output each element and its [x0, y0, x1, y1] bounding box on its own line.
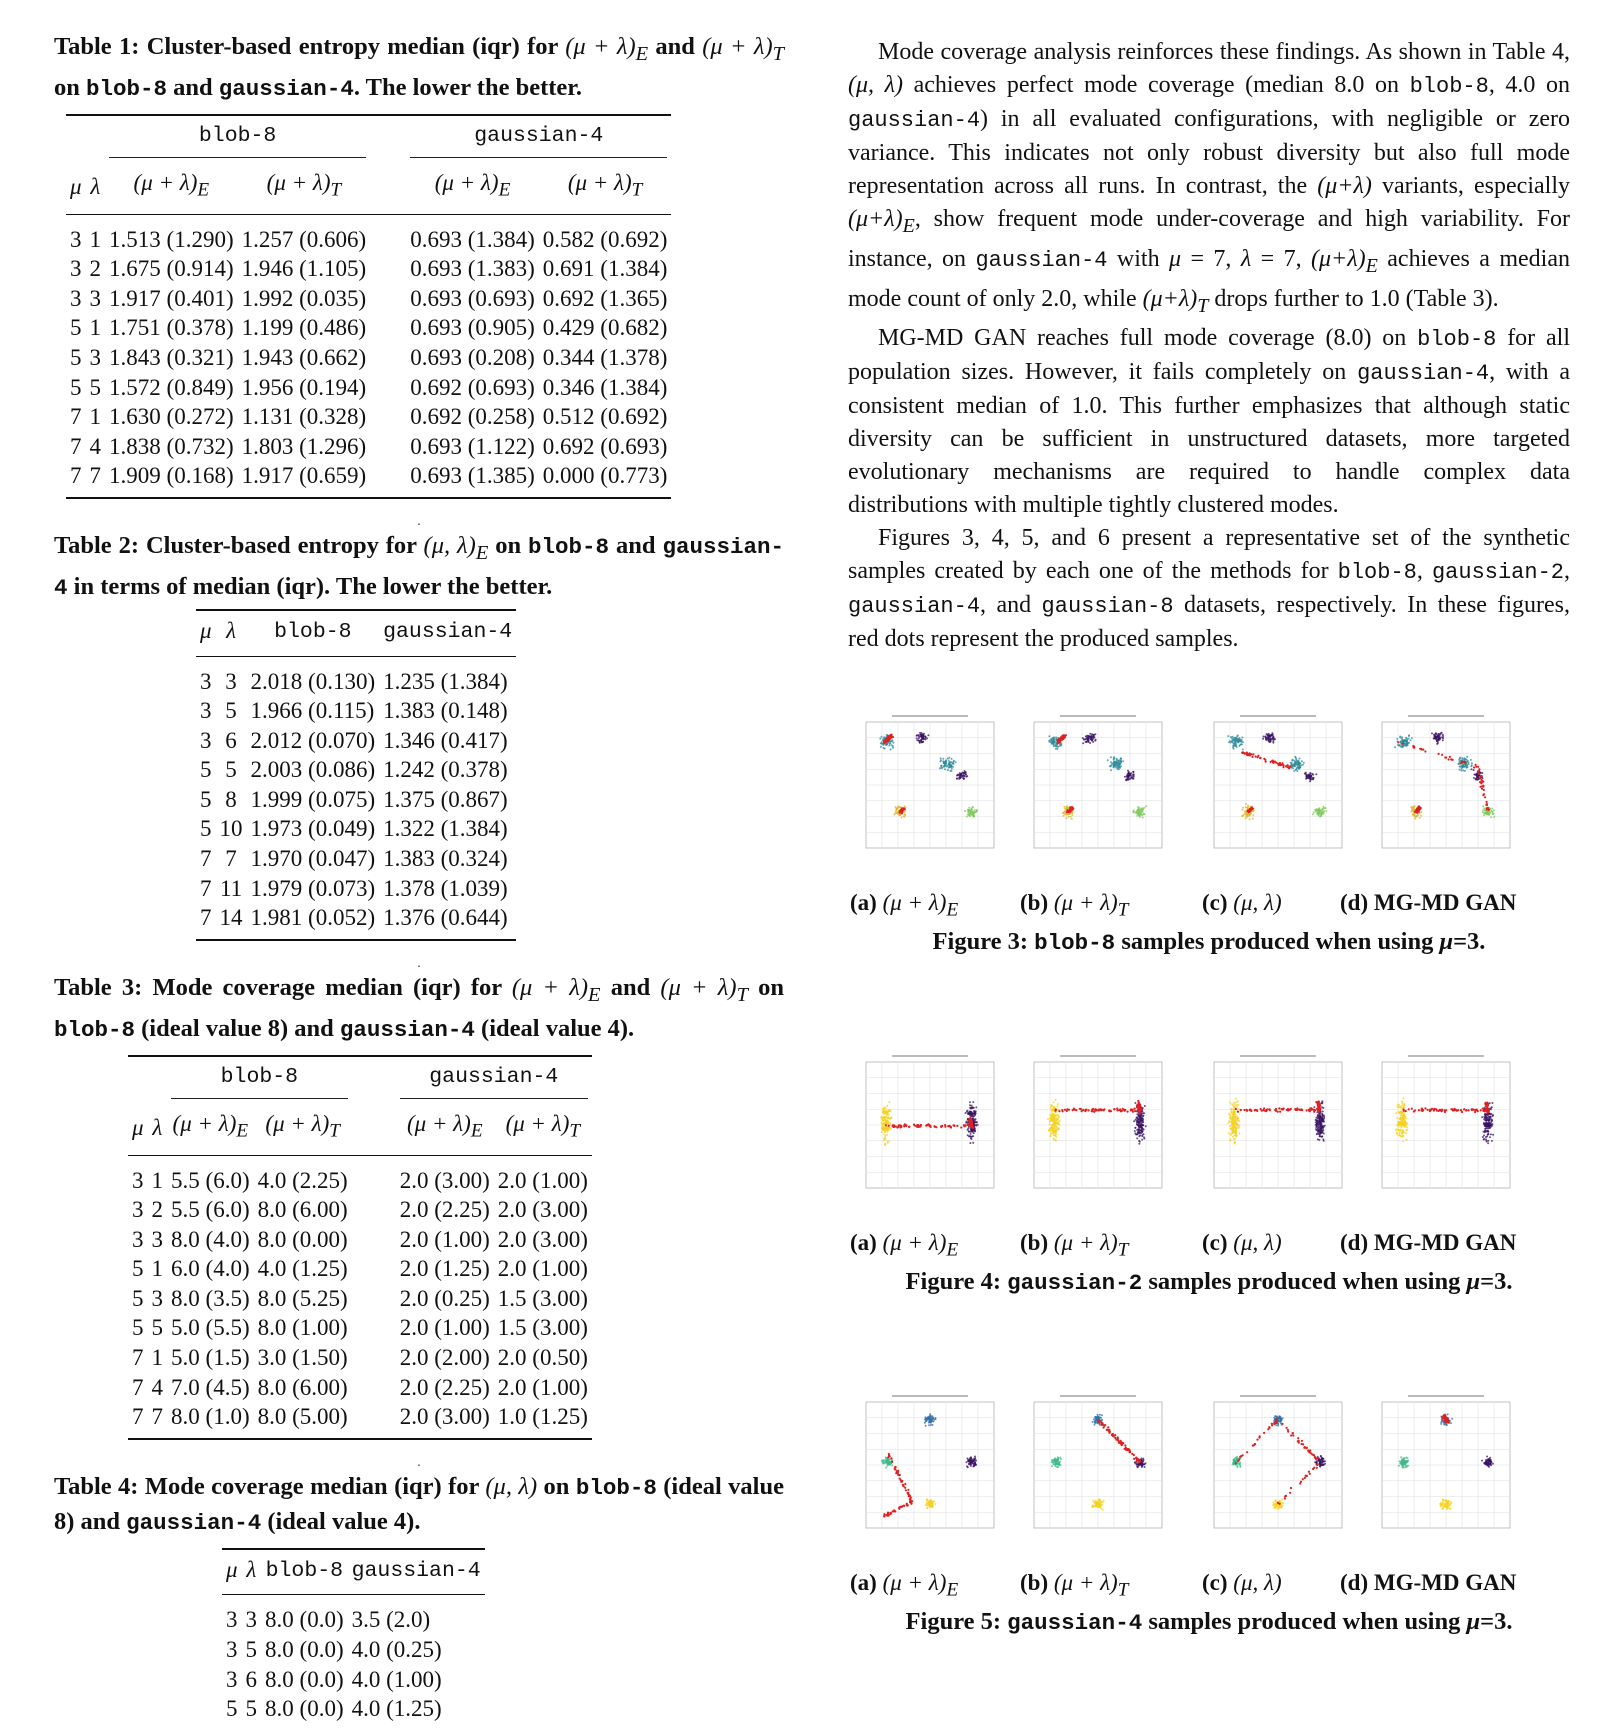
table1-col-header-2: $(\mu + \lambda)_E$: [105, 164, 238, 214]
table-cell: 0.692 (0.693): [406, 373, 539, 403]
table-cell: 5.0 (1.5): [167, 1343, 254, 1373]
table-cell: 1.513 (1.290): [105, 214, 238, 254]
figure-4-dataset: gaussian-2: [1007, 1270, 1142, 1296]
table-cell: 2.0 (1.00): [396, 1225, 494, 1255]
paragraph-3: Figures 3, 4, 5, and 6 present a representative set of the synthetic samples created by each one of the methods for blob-8, gaussian-2, gaussian-4, and gaussian-8 datasets, respectively. In these figures, red dots represent the produced samples.: [848, 522, 1570, 656]
table-row: [196, 785, 516, 815]
table-cell: 7: [196, 844, 216, 874]
table-cell: 7: [196, 874, 216, 904]
table-cell: 1.0 (1.25): [494, 1402, 592, 1439]
table-cell: 5: [86, 373, 106, 403]
subfigure-label: (b) $(\mu + \lambda)_T$: [1020, 890, 1128, 922]
table-row: [196, 656, 516, 696]
table2-col-header-2: blob-8: [247, 610, 380, 656]
table-row: [222, 1635, 485, 1665]
table-cell: 1.956 (0.194): [238, 373, 371, 403]
table-cell: 2.0 (2.25): [396, 1373, 494, 1403]
table3-col-header-1: λ: [148, 1105, 168, 1155]
table-cell: 7: [66, 402, 86, 432]
table-cell: 8.0 (1.00): [254, 1313, 352, 1343]
table-cell: 3: [66, 284, 86, 314]
table-cell: 2.0 (1.25): [396, 1254, 494, 1284]
paragraph-2: MG-MD GAN reaches full mode coverage (8.0) on blob-8 for all population sizes. However, it fails completely on gaussian-4, with a consistent median of 1.0. This further emphasizes that although static diversity can be sufficient in unstructured datasets, more targeted evolutionary mechanisms are required to handle complex data distributions with multiple tightly clustered modes.: [848, 322, 1570, 522]
table-cell: 0.693 (0.208): [406, 343, 539, 373]
table-2-caption-text: Cluster-based entropy for (μ, $\lambda)_E$ on blob-8 and gaussian-4 in terms of median (iqr). The lower the better.: [54, 532, 784, 600]
table-cell: 5: [242, 1635, 262, 1665]
table-cell: 5: [66, 373, 86, 403]
scatter-plot-thumbnail: [852, 1392, 1002, 1542]
table-cell: 1.5 (3.00): [494, 1284, 592, 1314]
table-cell: 2: [148, 1195, 168, 1225]
table-row: [66, 313, 671, 343]
figure-4-caption-label: Figure 4:: [906, 1268, 1002, 1295]
table-cell: 0.000 (0.773): [539, 461, 672, 498]
table3-col-header-3: $(\mu + \lambda)_T$: [254, 1105, 352, 1155]
table-row: [66, 343, 671, 373]
table-1-caption-text: Cluster-based entropy median (iqr) for $(\mu + \lambda)_E$ and $(\mu + \lambda)_T$ on blob-8 and gaussian-4. The lower the better.: [54, 33, 784, 101]
table-cell: 4.0 (1.25): [348, 1694, 485, 1730]
table3-col-header-5: $(\mu + \lambda)_T$: [494, 1105, 592, 1155]
table-cell: 0.692 (0.258): [406, 402, 539, 432]
table-cell: 1.917 (0.659): [238, 461, 371, 498]
table-cell: 5: [216, 755, 247, 785]
table-cell: 3: [222, 1665, 242, 1695]
table-cell: 4.0 (1.25): [254, 1254, 352, 1284]
scatter-plot-thumbnail: [1368, 1392, 1518, 1542]
table-row: [66, 284, 671, 314]
table-cell: 2.0 (0.50): [494, 1343, 592, 1373]
table-cell: 1.946 (1.105): [238, 254, 371, 284]
table-cell: 1.751 (0.378): [105, 313, 238, 343]
table-cell: 2.0 (3.00): [494, 1225, 592, 1255]
table-cell: 5: [128, 1313, 148, 1343]
table-cell: 3: [222, 1635, 242, 1665]
table-cell: 5: [66, 313, 86, 343]
subfigure-label: (d) MG-MD GAN: [1340, 890, 1516, 916]
table-1-group-blob8: blob-8: [109, 122, 366, 159]
subfigure-label: (c) (μ, λ): [1202, 890, 1282, 916]
table-cell: 0.693 (1.384): [406, 214, 539, 254]
subfigure-label: (b) $(\mu + \lambda)_T$: [1020, 1570, 1128, 1602]
subfigure-label: (a) $(\mu + \lambda)_E$: [850, 1570, 958, 1602]
subfigure-label: (d) MG-MD GAN: [1340, 1570, 1516, 1596]
table-row: [222, 1595, 485, 1635]
table-row: [128, 1225, 592, 1255]
table-cell: 2: [86, 254, 106, 284]
table-cell: 2.0 (2.25): [396, 1195, 494, 1225]
table2-col-header-1: λ: [216, 610, 247, 656]
table-cell: 8.0 (6.00): [254, 1373, 352, 1403]
table-cell: 3: [196, 726, 216, 756]
table-cell: 2.003 (0.086): [247, 755, 380, 785]
figure-3: [848, 712, 1570, 956]
table-row: [128, 1313, 592, 1343]
table-cell: 8.0 (5.00): [254, 1402, 352, 1439]
table-row: [196, 844, 516, 874]
scatter-plot-thumbnail: [852, 1052, 1002, 1202]
table-cell: 1.966 (0.115): [247, 696, 380, 726]
table-cell: 7: [128, 1373, 148, 1403]
table-cell: 7: [128, 1343, 148, 1373]
table-row: [196, 814, 516, 844]
table1-col-header-4: $(\mu + \lambda)_E$: [406, 164, 539, 214]
table-cell: 2.0 (3.00): [494, 1195, 592, 1225]
table-cell: 1.909 (0.168): [105, 461, 238, 498]
table-3-group-blob8: blob-8: [171, 1063, 348, 1100]
table-cell: 3: [196, 696, 216, 726]
table-4-caption-label: Table 4:: [54, 1473, 138, 1500]
table-cell: 1.630 (0.272): [105, 402, 238, 432]
table-cell: 2.0 (3.00): [396, 1155, 494, 1195]
table4-col-header-1: λ: [242, 1549, 262, 1595]
table-cell: 5.5 (6.0): [167, 1155, 254, 1195]
table-row: [128, 1254, 592, 1284]
table3-col-header-2: $(\mu + \lambda)_E$: [167, 1105, 254, 1155]
table-cell: 8: [216, 785, 247, 815]
table-cell: 2.0 (1.00): [494, 1155, 592, 1195]
table-4-caption-text: Mode coverage median (iqr) for (μ, λ) on blob-8 (ideal value 8) and gaussian-4 (ideal value 4).: [54, 1473, 784, 1535]
table-cell: 1.943 (0.662): [238, 343, 371, 373]
table-cell: 11: [216, 874, 247, 904]
table-cell: 4: [148, 1373, 168, 1403]
table-3-caption-text: Mode coverage median (iqr) for $(\mu + \lambda)_E$ and $(\mu + \lambda)_T$ on blob-8 (ideal value 8) and gaussian-4 (ideal value 4).: [54, 974, 784, 1042]
table-1-group-gaussian4: gaussian-4: [410, 122, 667, 159]
table3-col-header-4: $(\mu + \lambda)_E$: [396, 1105, 494, 1155]
table-cell: 3: [66, 214, 86, 254]
table-cell: 3: [128, 1155, 148, 1195]
table-cell: 8.0 (1.0): [167, 1402, 254, 1439]
table-cell: 5: [222, 1694, 242, 1730]
table-row: [66, 461, 671, 498]
table1-col-header-1: λ: [86, 164, 106, 214]
table-cell: 5: [196, 785, 216, 815]
table-row: [128, 1402, 592, 1439]
table-cell: 1: [148, 1343, 168, 1373]
table-cell: 1.803 (1.296): [238, 432, 371, 462]
left-column: Table 1: Cluster-based entropy median (iqr) for $(\mu + \lambda)_E$ and $(\mu + \lambda)_T$ on blob-8 and gaussian-4. The lower the better. blob-8 gaussian-4 μ λ $(\mu + \lambda)_E$ $(\mu + \lambda)_T$ $(\mu + \lambda)_E$ $(\mu + \lambda)_T$ 3 1 1.513 (1.290) 1.257 (0.606) 0.693 (1.384) 0.582 (0.692) 3 2 1.675 (0.914) 1.946 (1.105) 0.693 (1.383) 0.691 (1.384) 3 3 1.917 (0.401) 1.992 (0.035) 0.693 (0.693) 0.692 (1.365) 5 1 1.751 (0.378) 1.199 (0.486) 0.693 (0.905) 0.429 (0.682) 5 3 1.843 (0.321) 1.943 (0.662) 0.693 (0.208) 0.344 (1.378) 5 5 1.572 (0.849) 1.956 (0.194) 0.692 (0.693) 0.346 (1.384) 7 1 1.630 (0.272) 1.131 (0.328) 0.692 (0.258) 0.512 (0.692) 7 4 1.838 (0.732) 1.803 (1.296) 0.693 (1.122) 0.692 (0.693) 7 7 1.909 (0.168) 1.917 (0.659) 0.693 (1.385) 0.000 (0.773) . Table 2: Cluster-based entropy for (μ, $\lambda)_E$ on blob-8 and gaussian-4 in terms of median (iqr). The lower the better. μ λ blob-8 gaussian-4 3 3 2.018 (0.130) 1.235 (1.384) 3 5 1.966 (0.115) 1.383 (0.148) 3 6 2.012 (0.070) 1.346 (0.417) 5 5 2.003 (0.086) 1.242 (0.378) 5 8 1.999 (0.075) 1.375 (0.867) 5 10 1.973 (0.049) 1.322 (1.384) 7 7 1.970 (0.047) 1.383 (0.324) 7 11 1.979 (0.073) 1.378 (1.039) 7 14 1.981 (0.052) 1.376 (0.644) . Table 3: Mode coverage median (iqr) for $(\mu + \lambda)_E$ and $(\mu + \lambda)_T$ on blob-8 (ideal value 8) and gaussian-4 (ideal value 4). blob-8 gaussian-4 μ λ $(\mu + \lambda)_E$ $(\mu + \lambda)_T$ $(\mu + \lambda)_E$ $(\mu + \lambda)_T$ 3 1 5.5 (6.0) 4.0 (2.25) 2.0 (3.00) 2.0 (1.00) 3 2 5.5 (6.0) 8.0 (6.00) 2.0 (2.25) 2.0 (3.00) 3 3 8.0 (4.0) 8.0 (0.00) 2.0 (1.00) 2.0 (3.00) 5 1 6.0 (4.0) 4.0 (1.25) 2.0 (1.25) 2.0 (1.00) 5 3 8.0 (3.5) 8.0 (5.25) 2.0 (0.25) 1.5 (3.00) 5 5 5.0 (5.5) 8.0 (1.00) 2.0 (1.00) 1.5 (3.00) 7 1 5.0 (1.5) 3.0 (1.50) 2.0 (2.00) 2.0 (0.50) 7 4 7.0 (4.5) 8.0 (6.00) 2.0 (2.25) 2.0 (1.00) 7 7 8.0 (1.0) 8.0 (5.00) 2.0 (3.00) 1.0 (1.25) . Table 4: Mode coverage median (iqr) for (μ, λ) on blob-8 (ideal value 8) and gaussian-4 (ideal value 4). μ λ blob-8 gaussian-4 3 3 8.0 (0.0) 3.5 (2.0) 3 5 8.0 (0.0) 4.0 (0.25) 3 6 8.0 (0.0) 4.0 (1.00) 5 5 8.0 (0.0) 4.0 (1.25): [54, 30, 784, 1730]
table-cell: 8.0 (0.0): [261, 1595, 348, 1635]
table-row: [128, 1343, 592, 1373]
table-cell: 8.0 (0.00): [254, 1225, 352, 1255]
table-2-caption: [54, 529, 784, 605]
subfigure-label: (a) $(\mu + \lambda)_E$: [850, 1230, 958, 1262]
figure-5-dataset: gaussian-4: [1007, 1610, 1142, 1636]
table-cell: 1: [86, 313, 106, 343]
figure-5-caption-label: Figure 5:: [906, 1608, 1002, 1635]
table-cell: 1.383 (0.148): [379, 696, 516, 726]
table4-col-header-3: gaussian-4: [348, 1549, 485, 1595]
table-cell: 5: [196, 755, 216, 785]
table-cell: 3: [242, 1595, 262, 1635]
table-cell: 4.0 (0.25): [348, 1635, 485, 1665]
table-row: [196, 696, 516, 726]
table1-col-header-0: μ: [66, 164, 86, 214]
table-cell: 1.131 (0.328): [238, 402, 371, 432]
table-3-caption-label: Table 3:: [54, 974, 142, 1001]
table2-col-header-3: gaussian-4: [379, 610, 516, 656]
table-cell: 2.018 (0.130): [247, 656, 380, 696]
table-2-caption-label: Table 2:: [54, 532, 139, 559]
table-cell: 0.691 (1.384): [539, 254, 672, 284]
table-cell: 3: [196, 656, 216, 696]
table-2: [196, 609, 516, 941]
table-cell: 6: [216, 726, 247, 756]
table-3-caption: [54, 971, 784, 1047]
scatter-plot-thumbnail: [1368, 712, 1518, 862]
table-cell: 2.0 (1.00): [494, 1254, 592, 1284]
table-cell: 1.242 (0.378): [379, 755, 516, 785]
figure-3-caption: Figure 3: blob-8 samples produced when using μ=3.: [848, 928, 1570, 956]
scatter-plot-thumbnail: [1200, 1052, 1350, 1202]
table-cell: 2.0 (0.25): [396, 1284, 494, 1314]
table-row: [66, 402, 671, 432]
scatter-plot-thumbnail: [852, 712, 1002, 862]
table-cell: 5: [196, 814, 216, 844]
table-cell: 0.582 (0.692): [539, 214, 672, 254]
table-cell: 1.383 (0.324): [379, 844, 516, 874]
table-row: [66, 254, 671, 284]
table3-col-header-0: μ: [128, 1105, 148, 1155]
table-row: [196, 726, 516, 756]
table-cell: 4.0 (1.00): [348, 1665, 485, 1695]
table-cell: 1.375 (0.867): [379, 785, 516, 815]
table-row: [196, 874, 516, 904]
table-cell: 1.843 (0.321): [105, 343, 238, 373]
figure-4-caption: Figure 4: gaussian-2 samples produced when using μ=3.: [848, 1268, 1570, 1296]
table-cell: 7: [128, 1402, 148, 1439]
table-cell: 0.693 (1.122): [406, 432, 539, 462]
table2-col-header-0: μ: [196, 610, 216, 656]
table-cell: 4: [86, 432, 106, 462]
table-cell: 1.992 (0.035): [238, 284, 371, 314]
table-cell: 10: [216, 814, 247, 844]
table-cell: 7.0 (4.5): [167, 1373, 254, 1403]
table-cell: 2.0 (1.00): [396, 1313, 494, 1343]
table-cell: 7: [216, 844, 247, 874]
table-cell: 1.917 (0.401): [105, 284, 238, 314]
table-cell: 7: [148, 1402, 168, 1439]
table-cell: 5.0 (5.5): [167, 1313, 254, 1343]
table-cell: 6.0 (4.0): [167, 1254, 254, 1284]
table1-col-header-5: $(\mu + \lambda)_T$: [539, 164, 672, 214]
table-cell: 5: [66, 343, 86, 373]
table-cell: 1.376 (0.644): [379, 903, 516, 940]
table-cell: 3: [86, 343, 106, 373]
table-cell: 1: [148, 1155, 168, 1195]
table-cell: 0.692 (1.365): [539, 284, 672, 314]
subfigure-label: (c) (μ, λ): [1202, 1570, 1282, 1596]
table-cell: 8.0 (0.0): [261, 1635, 348, 1665]
figure-3-dataset: blob-8: [1034, 930, 1115, 956]
table-cell: 4.0 (2.25): [254, 1155, 352, 1195]
table4-col-header-0: μ: [222, 1549, 242, 1595]
table-cell: 7: [86, 461, 106, 498]
subfigure-label: (a) $(\mu + \lambda)_E$: [850, 890, 958, 922]
table-cell: 2.0 (2.00): [396, 1343, 494, 1373]
table-cell: 1.5 (3.00): [494, 1313, 592, 1343]
table-cell: 3: [148, 1284, 168, 1314]
table-cell: 1.838 (0.732): [105, 432, 238, 462]
table-cell: 7: [66, 461, 86, 498]
table-cell: 1.675 (0.914): [105, 254, 238, 284]
subfigure-label: (d) MG-MD GAN: [1340, 1230, 1516, 1256]
table-cell: 0.429 (0.682): [539, 313, 672, 343]
table-cell: 8.0 (5.25): [254, 1284, 352, 1314]
table-cell: 1.572 (0.849): [105, 373, 238, 403]
table-3-group-gaussian4: gaussian-4: [400, 1063, 588, 1100]
figure-5: [848, 1392, 1570, 1636]
table-1-caption-label: Table 1:: [54, 33, 139, 60]
table-cell: 5: [128, 1284, 148, 1314]
table-cell: 7: [66, 432, 86, 462]
table-row: [196, 903, 516, 940]
table-cell: 5: [148, 1313, 168, 1343]
table-cell: 3: [148, 1225, 168, 1255]
table-cell: 1: [86, 402, 106, 432]
table-cell: 1.346 (0.417): [379, 726, 516, 756]
table-row: [66, 432, 671, 462]
table-cell: 1.999 (0.075): [247, 785, 380, 815]
scatter-plot-thumbnail: [1368, 1052, 1518, 1202]
table-cell: 1.981 (0.052): [247, 903, 380, 940]
table-4-caption: [54, 1470, 784, 1540]
table-cell: 1.979 (0.073): [247, 874, 380, 904]
figure-3-caption-label: Figure 3:: [933, 928, 1029, 955]
table-cell: 8.0 (0.0): [261, 1665, 348, 1695]
table-cell: 7: [196, 903, 216, 940]
table-1-caption: [54, 30, 784, 106]
table-cell: 1.235 (1.384): [379, 656, 516, 696]
table-cell: 3: [128, 1225, 148, 1255]
table-4: [222, 1548, 485, 1730]
table-cell: 2.0 (3.00): [396, 1402, 494, 1439]
table-cell: 8.0 (4.0): [167, 1225, 254, 1255]
figure-4: [848, 1052, 1570, 1296]
table-cell: 0.692 (0.693): [539, 432, 672, 462]
table-cell: 0.346 (1.384): [539, 373, 672, 403]
table-cell: 0.693 (0.905): [406, 313, 539, 343]
table-cell: 1.322 (1.384): [379, 814, 516, 844]
table-1: [66, 114, 671, 499]
table-cell: 1.970 (0.047): [247, 844, 380, 874]
table-cell: 5: [242, 1694, 262, 1730]
table-cell: 3.5 (2.0): [348, 1595, 485, 1635]
scatter-plot-thumbnail: [1020, 712, 1170, 862]
table-cell: 2.012 (0.070): [247, 726, 380, 756]
subfigure-label: (c) (μ, λ): [1202, 1230, 1282, 1256]
table-cell: 8.0 (3.5): [167, 1284, 254, 1314]
table1-col-header-3: $(\mu + \lambda)_T$: [238, 164, 371, 214]
table-cell: 1: [86, 214, 106, 254]
scatter-plot-thumbnail: [1200, 712, 1350, 862]
table-cell: 3: [66, 254, 86, 284]
table-row: [66, 373, 671, 403]
table-cell: 1: [148, 1254, 168, 1284]
table-cell: 3: [222, 1595, 242, 1635]
table-cell: 2.0 (1.00): [494, 1373, 592, 1403]
table-cell: 3: [216, 656, 247, 696]
scatter-plot-thumbnail: [1020, 1052, 1170, 1202]
table-cell: 5: [128, 1254, 148, 1284]
scatter-plot-thumbnail: [1020, 1392, 1170, 1542]
paragraph-1: Mode coverage analysis reinforces these findings. As shown in Table 4, (μ, λ) achieves perfect mode coverage (median 8.0 on blob-8, 4.0 on gaussian-4) in all evaluated configurations, with negligible or zero variance. This indicates not only robust diversity but also full mode representation across all runs. In contrast, the (μ+λ) variants, especially $(\mu+\lambda)_E$, show frequent mode under-coverage and high variability. For instance, on gaussian-4 with μ = 7, λ = 7, $(\mu+\lambda)_E$ achieves a median mode count of only 2.0, while $(\mu+\lambda)_T$ drops further to 1.0 (Table 3).: [848, 36, 1570, 322]
table-row: [128, 1284, 592, 1314]
table-cell: 14: [216, 903, 247, 940]
table4-col-header-2: blob-8: [261, 1549, 348, 1595]
figure-5-caption: Figure 5: gaussian-4 samples produced when using μ=3.: [848, 1608, 1570, 1636]
table-row: [128, 1195, 592, 1225]
table-row: [222, 1694, 485, 1730]
table-row: [128, 1155, 592, 1195]
table-cell: 8.0 (0.0): [261, 1694, 348, 1730]
table-cell: 0.512 (0.692): [539, 402, 672, 432]
table-cell: 3.0 (1.50): [254, 1343, 352, 1373]
table-row: [128, 1373, 592, 1403]
table-cell: 1.378 (1.039): [379, 874, 516, 904]
scatter-plot-thumbnail: [1200, 1392, 1350, 1542]
table-cell: 5.5 (6.0): [167, 1195, 254, 1225]
table-row: [222, 1665, 485, 1695]
table-cell: 1.973 (0.049): [247, 814, 380, 844]
table-cell: 0.344 (1.378): [539, 343, 672, 373]
table-cell: 8.0 (6.00): [254, 1195, 352, 1225]
table-row: [196, 755, 516, 785]
right-column: [848, 36, 1570, 656]
table-cell: 0.693 (1.385): [406, 461, 539, 498]
table-cell: 1.257 (0.606): [238, 214, 371, 254]
table-3: [128, 1055, 592, 1440]
table-cell: 3: [86, 284, 106, 314]
table-cell: 0.693 (1.383): [406, 254, 539, 284]
table-cell: 6: [242, 1665, 262, 1695]
table-cell: 3: [128, 1195, 148, 1225]
table-row: [66, 214, 671, 254]
table-cell: 1.199 (0.486): [238, 313, 371, 343]
table-cell: 5: [216, 696, 247, 726]
table-cell: 0.693 (0.693): [406, 284, 539, 314]
subfigure-label: (b) $(\mu + \lambda)_T$: [1020, 1230, 1128, 1262]
